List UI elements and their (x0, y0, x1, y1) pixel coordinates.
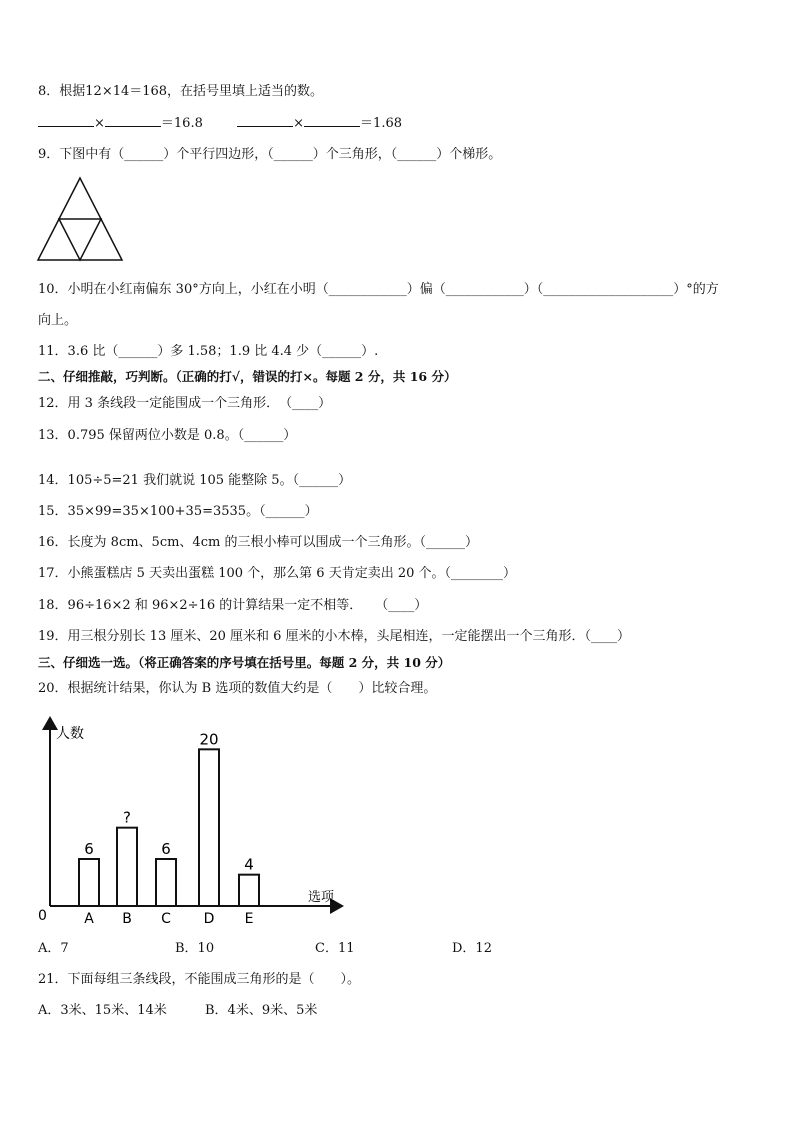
times-sign: × (94, 116, 105, 131)
question-12 (38, 395, 331, 413)
data-label-d: 20 (199, 730, 219, 749)
tick-label-d: D (203, 911, 215, 927)
data-label-c: 6 (161, 840, 171, 858)
x-axis-label: 选项 (308, 890, 335, 905)
question-20-text: 20．根据统计结果，你认为 B 选项的数值大约是（ ）比较合理。 (38, 681, 437, 696)
tick-label-c: C (161, 911, 171, 927)
question-21 (38, 971, 360, 989)
tick-label-b: B (122, 911, 132, 927)
bar-e (239, 875, 259, 906)
result-text: ＝1.68 (360, 116, 402, 131)
question-8 (38, 83, 323, 101)
answer-blank[interactable] (237, 114, 293, 127)
option-c-text: C．11 (315, 941, 355, 956)
result-text: ＝16.8 (160, 116, 203, 131)
origin-label: 0 (38, 908, 47, 924)
question-21-text: 21．下面每组三条线段，不能围成三角形的是（ ）。 (38, 972, 361, 987)
answer-blank[interactable] (304, 114, 360, 127)
question-18 (38, 597, 427, 615)
inner-triangle (59, 219, 101, 260)
question-14-text: 14．105÷5=21 我们就说 105 能整除 5。（______） (38, 473, 352, 488)
bar-chart (30, 712, 360, 930)
option-a[interactable] (38, 940, 69, 958)
question-10-line2: 向上。 (38, 313, 78, 328)
data-label-e: 4 (244, 855, 254, 874)
bar-c (156, 859, 176, 906)
chart-bars (79, 730, 259, 927)
data-label-b: ? (123, 808, 131, 827)
question-20 (38, 680, 436, 698)
question-13-text: 13．0.795 保留两位小数是 0.8。（______） (38, 428, 297, 443)
bar-d (199, 749, 219, 906)
option-a-text: A．7 (38, 941, 69, 956)
q21-option-b-text: B．4米、9米、5米 (205, 1003, 318, 1018)
bar-b (117, 828, 137, 906)
question-10-cont (38, 312, 77, 330)
option-b[interactable] (175, 940, 214, 958)
question-9-text: 9．下图中有（______）个平行四边形，（______）个三角形，（______）个梯形。 (38, 147, 502, 162)
question-18-text: 18．96÷16×2 和 96×2÷16 的计算结果一定不相等． （____） (38, 598, 428, 613)
question-12-text: 12．用 3 条线段一定能围成一个三角形． （____） (38, 396, 332, 411)
option-d-text: D．12 (452, 941, 492, 956)
question-8-text: 8．根据12×14＝168，在括号里填上适当的数。 (38, 84, 324, 99)
question-15 (38, 503, 318, 521)
question-16 (38, 534, 478, 552)
question-8-answers (38, 114, 402, 133)
question-10 (38, 281, 719, 299)
q21-option-b[interactable] (205, 1002, 317, 1020)
bar-a (79, 859, 99, 906)
question-11-text: 11．3.6 比（______）多 1.58；1.9 比 4.4 少（______）. (38, 344, 379, 359)
data-label-a: 6 (84, 840, 94, 858)
section-3-heading-text: 三、仔细选一选。（将正确答案的序号填在括号里。每题 2 分，共 10 分） (38, 655, 451, 670)
tick-label-e: E (244, 911, 254, 927)
question-17 (38, 565, 516, 583)
question-14 (38, 472, 351, 490)
option-b-text: B．10 (175, 941, 215, 956)
option-c[interactable] (315, 940, 355, 958)
question-17-text: 17．小熊蛋糕店 5 天卖出蛋糕 100 个，那么第 6 天肯定卖出 20 个。（________） (38, 566, 516, 581)
tick-label-a: A (84, 911, 94, 927)
q21-option-a-text: A．3米、15米、14米 (38, 1003, 167, 1018)
y-axis-label: 人数 (56, 726, 84, 742)
section-2-heading (38, 368, 456, 386)
question-11 (38, 343, 378, 361)
question-15-text: 15．35×99=35×100+35=3535。（______） (38, 504, 318, 519)
times-sign: × (293, 116, 305, 131)
option-d[interactable] (452, 940, 492, 958)
question-13 (38, 427, 296, 445)
question-10-line1: 10．小明在小红南偏东 30°方向上，小红在小明（____________）偏（____________）（____________________）°的方 (38, 282, 719, 297)
section-3-heading (38, 654, 450, 672)
question-16-text: 16．长度为 8cm、5cm、4cm 的三根小棒可以围成一个三角形。（______） (38, 535, 478, 550)
triangle-figure (36, 176, 140, 264)
question-9 (38, 146, 501, 164)
q21-option-a[interactable] (38, 1002, 167, 1020)
question-19-text: 19．用三根分别长 13 厘米、20 厘米和 6 厘米的小木棒，头尾相连，一定能摆出一个三角形．（____） (38, 629, 631, 644)
answer-blank[interactable] (38, 114, 94, 127)
answer-blank[interactable] (105, 114, 161, 127)
question-19 (38, 628, 630, 646)
section-2-heading-text: 二、仔细推敲，巧判断。（正确的打√，错误的打×。每题 2 分，共 16 分） (38, 369, 457, 384)
